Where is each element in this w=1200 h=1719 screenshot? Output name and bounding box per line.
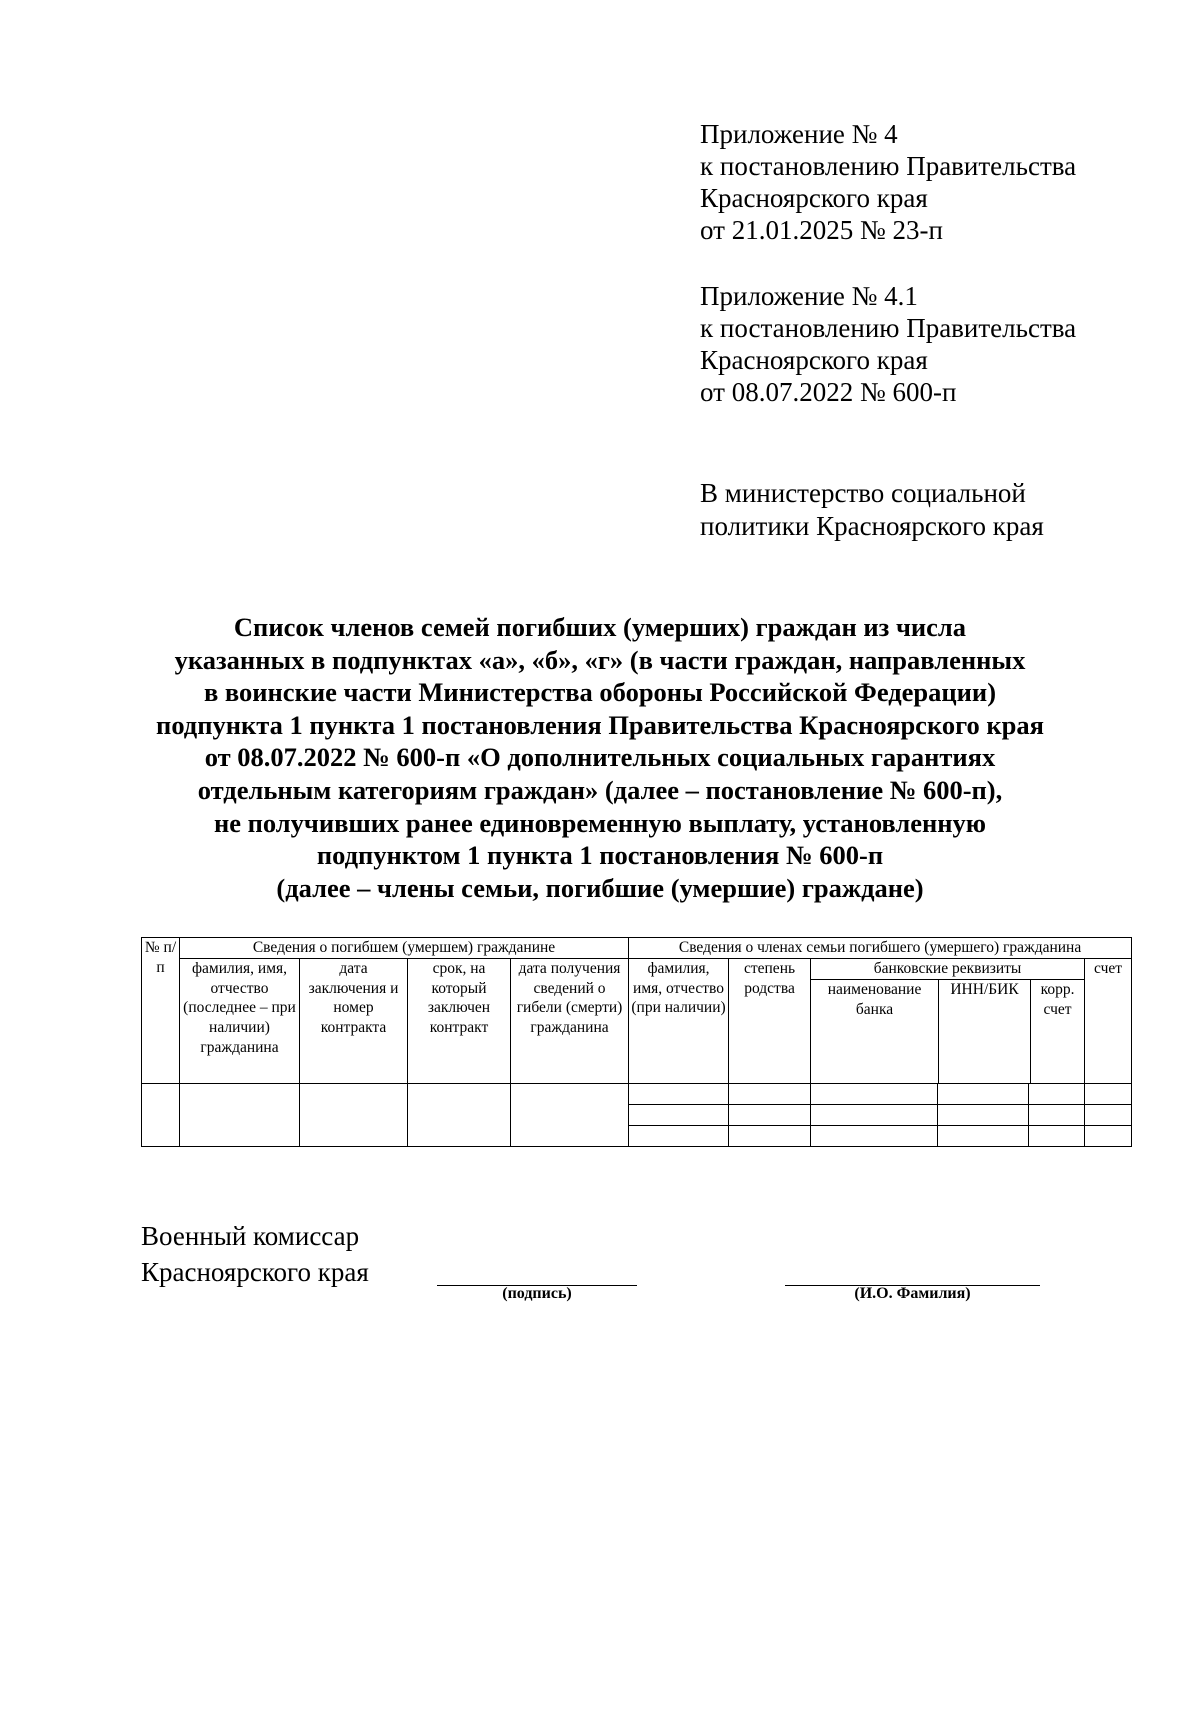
table-cell (511, 1083, 629, 1146)
recipient-block (700, 477, 1044, 543)
title-line: подпунктом 1 пункта 1 постановления № 600-п (316, 840, 884, 871)
table-cell (729, 1125, 811, 1146)
document-title (100, 611, 1100, 904)
header-kinship: степень родства (729, 958, 811, 1083)
table-cell (938, 1125, 1029, 1146)
table-cell (729, 1104, 811, 1125)
header-deceased-name: фамилия, имя, отчество (последнее – при наличии) гражданина (180, 958, 300, 1083)
appendix-number: Приложение № 4.1 (700, 281, 918, 311)
title-line: не получивших ранее единовременную выплату, установленную (213, 807, 987, 838)
signatory-region: Красноярского края (141, 1257, 369, 1287)
appendix-number: Приложение № 4 (700, 119, 898, 149)
header-death-info-date: дата получения сведений о гибели (смерти) гражданина (511, 958, 629, 1083)
appendix-date-number: от 21.01.2025 № 23-п (700, 215, 943, 245)
table-cell (629, 1083, 729, 1104)
header-bank-group: банковские реквизиты (811, 959, 1084, 980)
table-cell (811, 1125, 938, 1146)
table-cell (142, 1083, 180, 1146)
appendix-original-reference (700, 280, 1076, 408)
appendix-resolution-ref: к постановлению Правительства (700, 151, 1077, 181)
header-contract-date: дата заключения и номер контракта (300, 958, 408, 1083)
table-cell (811, 1083, 938, 1104)
header-bank-details (811, 958, 1085, 1083)
header-bank-name: наименование банка (811, 980, 939, 1083)
title-line: от 08.07.2022 № 600-п «О дополнительных социальных гарантиях (204, 742, 996, 773)
table-cell (1029, 1104, 1085, 1125)
header-group-deceased: Сведения о погибшем (умершем) гражданине (180, 938, 629, 959)
table-cell (300, 1083, 408, 1146)
title-line: (далее – члены семьи, погибшие (умершие) граждане) (276, 872, 924, 903)
title-line: в воинские части Министерства обороны Российской Федерации) (203, 677, 997, 708)
appendix-current-reference (700, 118, 1076, 246)
table-cell (180, 1083, 300, 1146)
table-cell (408, 1083, 511, 1146)
signatory-title: Военный комиссар (141, 1221, 360, 1251)
table-cell (1085, 1083, 1132, 1104)
table-cell (629, 1104, 729, 1125)
table-cell (729, 1083, 811, 1104)
table-cell (1085, 1125, 1132, 1146)
title-line: отдельным категориям граждан» (далее – постановление № 600-п), (197, 774, 1003, 805)
header-corr-account: корр. счет (1040, 980, 1075, 1018)
header-group-family: Сведения о членах семьи погибшего (умершего) гражданина (629, 938, 1132, 959)
title-line: Список членов семей погибших (умерших) граждан из числа (233, 612, 967, 642)
header-inn-bik: ИНН/БИК (939, 980, 1031, 1083)
appendix-resolution-ref: к постановлению Правительства (700, 313, 1077, 343)
appendix-date-number: от 08.07.2022 № 600-п (700, 377, 957, 407)
table-cell (811, 1104, 938, 1125)
signature-caption: (подпись) (502, 1285, 572, 1302)
title-line: указанных в подпунктах «а», «б», «г» (в части граждан, направленных (174, 644, 1026, 675)
table-cell (938, 1083, 1029, 1104)
table-row (142, 1083, 1132, 1104)
table-cell (629, 1125, 729, 1146)
recipient-line: политики Красноярского края (700, 511, 1044, 541)
family-members-table (141, 937, 1132, 1147)
appendix-region: Красноярского края (700, 183, 928, 213)
title-line: подпункта 1 пункта 1 постановления Правительства Красноярского края (156, 709, 1044, 740)
header-row-number: № п/п (142, 938, 180, 1084)
recipient-line: В министерство социальной (700, 478, 1026, 508)
signatory-position (141, 1218, 369, 1290)
table-cell (1029, 1125, 1085, 1146)
name-caption: (И.О. Фамилия) (854, 1285, 971, 1302)
header-contract-term: срок, на который заключен контракт (408, 958, 511, 1083)
appendix-region: Красноярского края (700, 345, 928, 375)
header-account: счет (1085, 958, 1132, 1083)
table-cell (1029, 1083, 1085, 1104)
table-cell (938, 1104, 1029, 1125)
table-cell (1085, 1104, 1132, 1125)
header-family-name: фамилия, имя, отчество (при наличии) (629, 958, 729, 1083)
header-bank-subcolumns (811, 980, 1084, 1083)
